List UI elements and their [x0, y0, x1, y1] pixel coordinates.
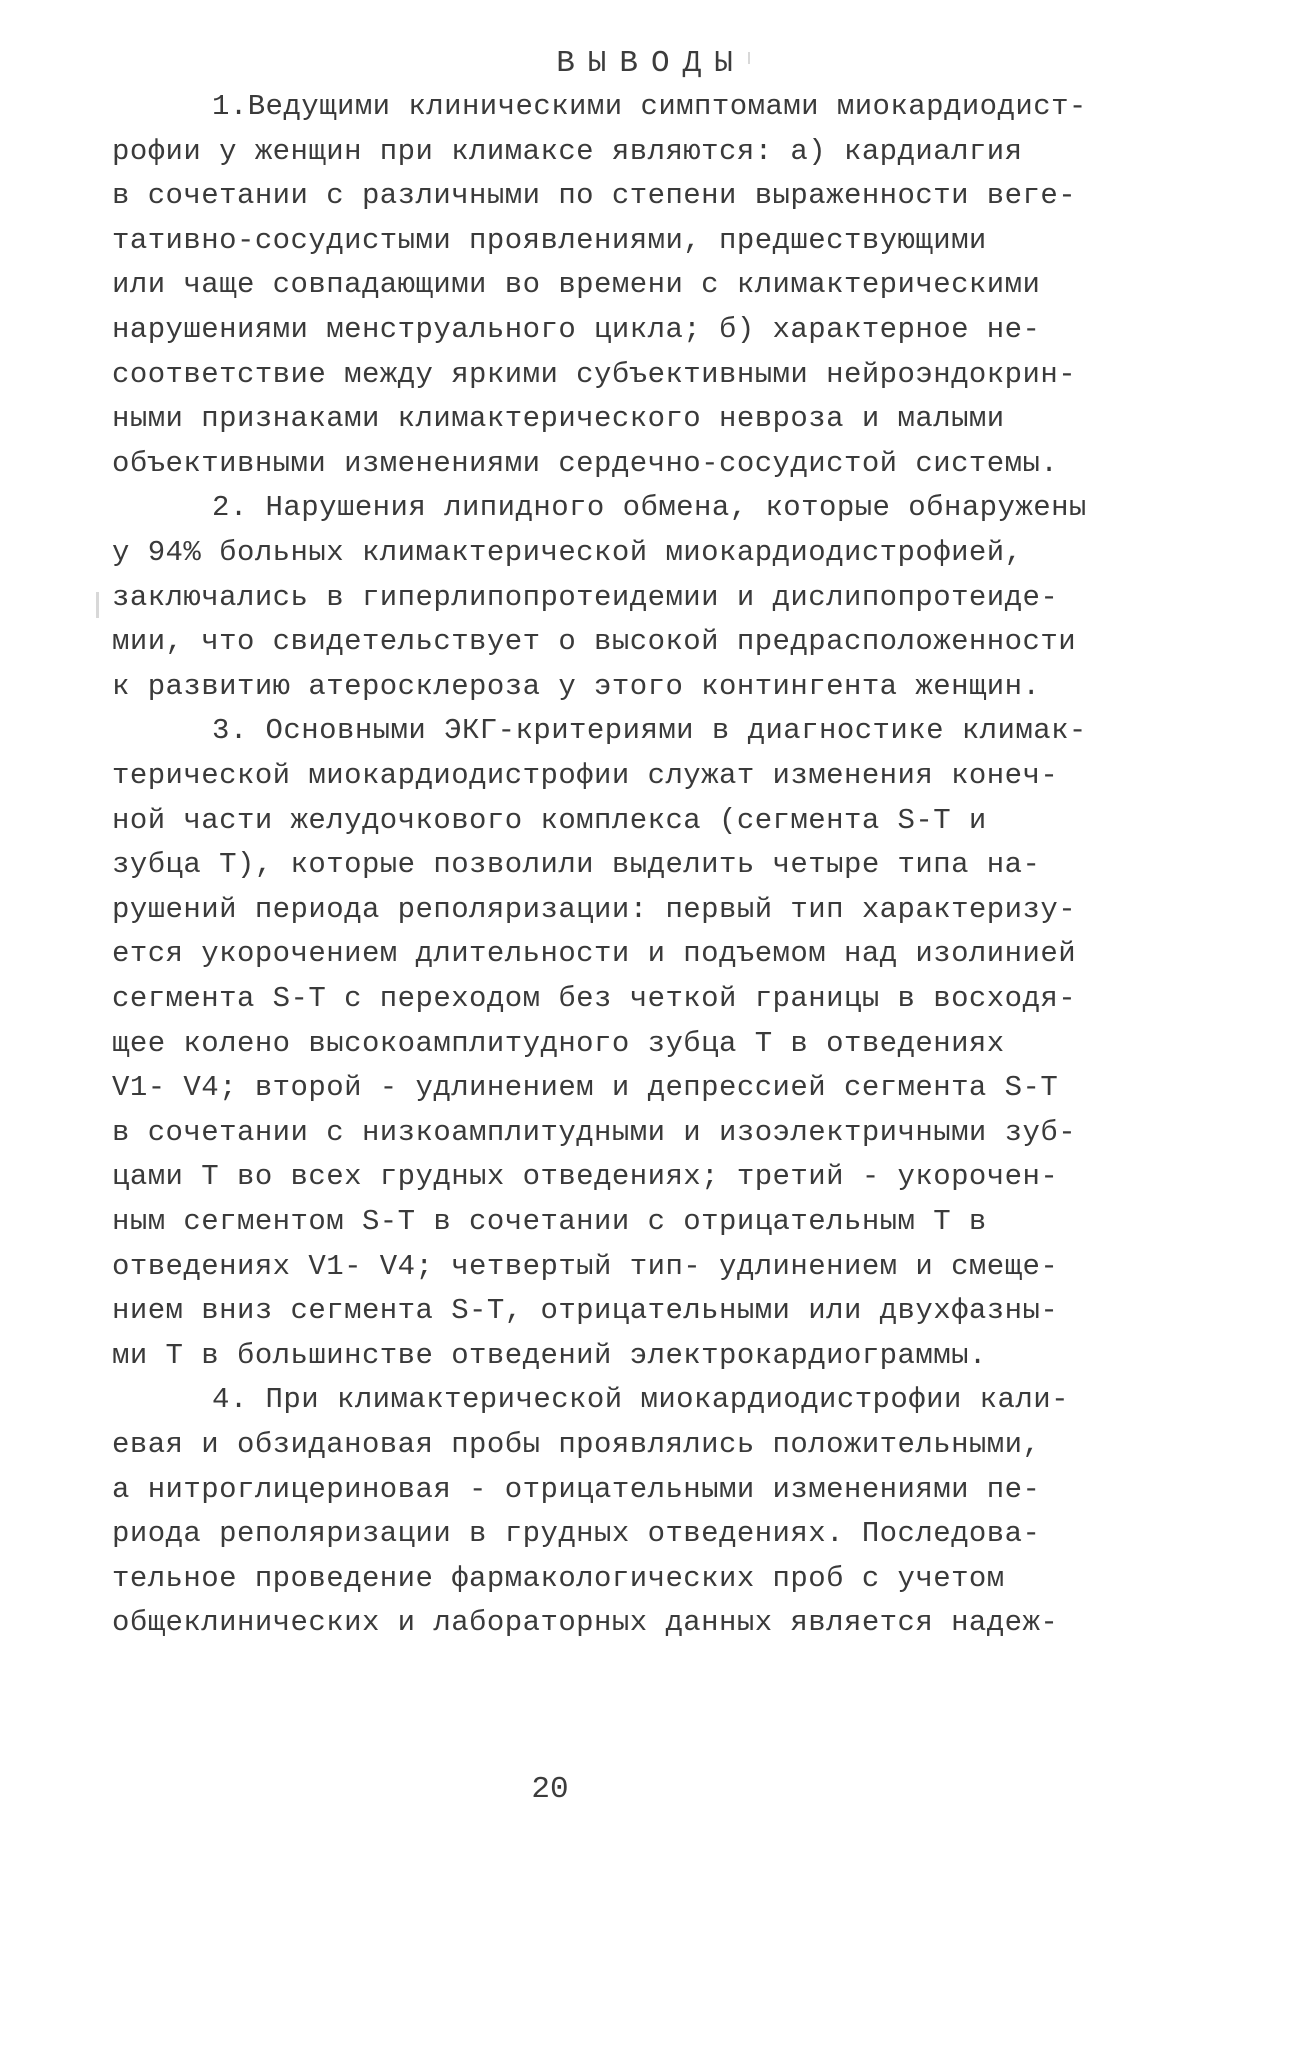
text-line: или чаще совпадающими во времени с климактерическими — [112, 268, 1041, 302]
page-title: ВЫВОДЫ — [556, 46, 746, 81]
text-line: ется укорочением длительности и подъемом над изолинией — [112, 937, 1077, 971]
text-line: цами Т во всех грудных отведениях; третий - укорочен- — [112, 1160, 1059, 1194]
text-line: ми Т в большинстве отведений электрокардиограммы. — [112, 1338, 987, 1372]
text-line: мии, что свидетельствует о высокой предрасположенности — [112, 625, 1077, 659]
text-line: нием вниз сегмента S-T, отрицательными или двухфазны- — [112, 1294, 1059, 1328]
text-line: зубца Т), которые позволили выделить четыре типа на- — [112, 848, 1041, 882]
text-line: ными признаками климактерического невроза и малыми — [112, 402, 1005, 436]
text-line: у 94% больных климактерической миокардиодистрофией, — [112, 536, 1023, 569]
text-line: отведениях V1- V4; четвертый тип- удлинением и смеще- — [112, 1249, 1059, 1283]
text-line: в сочетании с низкоамплитудными и изоэлектричными зуб- — [112, 1115, 1077, 1149]
text-line: евая и обзидановая пробы проявлялись положительными, — [112, 1428, 1041, 1461]
text-line: 4. При климактерической миокардиодистрофии кали- — [212, 1383, 1069, 1417]
text-line: рушений периода реполяризации: первый тип характеризу- — [112, 892, 1077, 926]
text-line: терической миокардиодистрофии служат изменения конеч- — [112, 759, 1059, 792]
text-line: а нитроглицериновая - отрицательными изменениями пе- — [112, 1472, 1041, 1506]
text-line: к развитию атеросклероза у этого контингента женщин. — [112, 669, 1041, 703]
text-line: риода реполяризации в грудных отведениях. Последова- — [112, 1517, 1041, 1551]
text-line: 1.Ведущими клиническими симптомами миокардиодист- — [212, 90, 1087, 123]
text-line: в сочетании с различными по степени выраженности веге- — [112, 179, 1077, 213]
scan-artifact — [96, 592, 99, 618]
text-line: соответствие между яркими субъективными нейроэндокрин- — [112, 357, 1077, 391]
text-line: заключались в гиперлипопротеидемии и дислипопротеиде- — [112, 580, 1059, 614]
text-line: сегмента S-T с переходом без четкой границы в восходя- — [112, 982, 1077, 1015]
text-line: рофии у женщин при климаксе являются: а) кардиалгия — [112, 134, 1023, 168]
text-line: нарушениями менструального цикла; б) характерное не- — [112, 313, 1041, 346]
text-line: объективными изменениями сердечно-сосудистой системы. — [112, 446, 1059, 480]
text-line: 2. Нарушения липидного обмена, которые обнаружены — [212, 491, 1087, 525]
text-line: общеклинических и лабораторных данных является надеж- — [112, 1606, 1059, 1640]
text-line: тельное проведение фармакологических проб с учетом — [112, 1561, 1005, 1595]
text-line: 3. Основными ЭКГ-критериями в диагностике климак- — [212, 714, 1087, 748]
text-line: ным сегментом S-T в сочетании с отрицательным Т в — [112, 1205, 987, 1238]
text-line: ной части желудочкового комплекса (сегмента S-T и — [112, 803, 987, 837]
text-line: тативно-сосудистыми проявлениями, предшествующими — [112, 223, 987, 257]
text-line: V1- V4; второй - удлинением и депрессией сегмента S-T — [112, 1071, 1059, 1105]
page-number: 20 — [531, 1772, 569, 1807]
text-line: щее колено высокоамплитудного зубца Т в отведениях — [112, 1026, 1005, 1060]
